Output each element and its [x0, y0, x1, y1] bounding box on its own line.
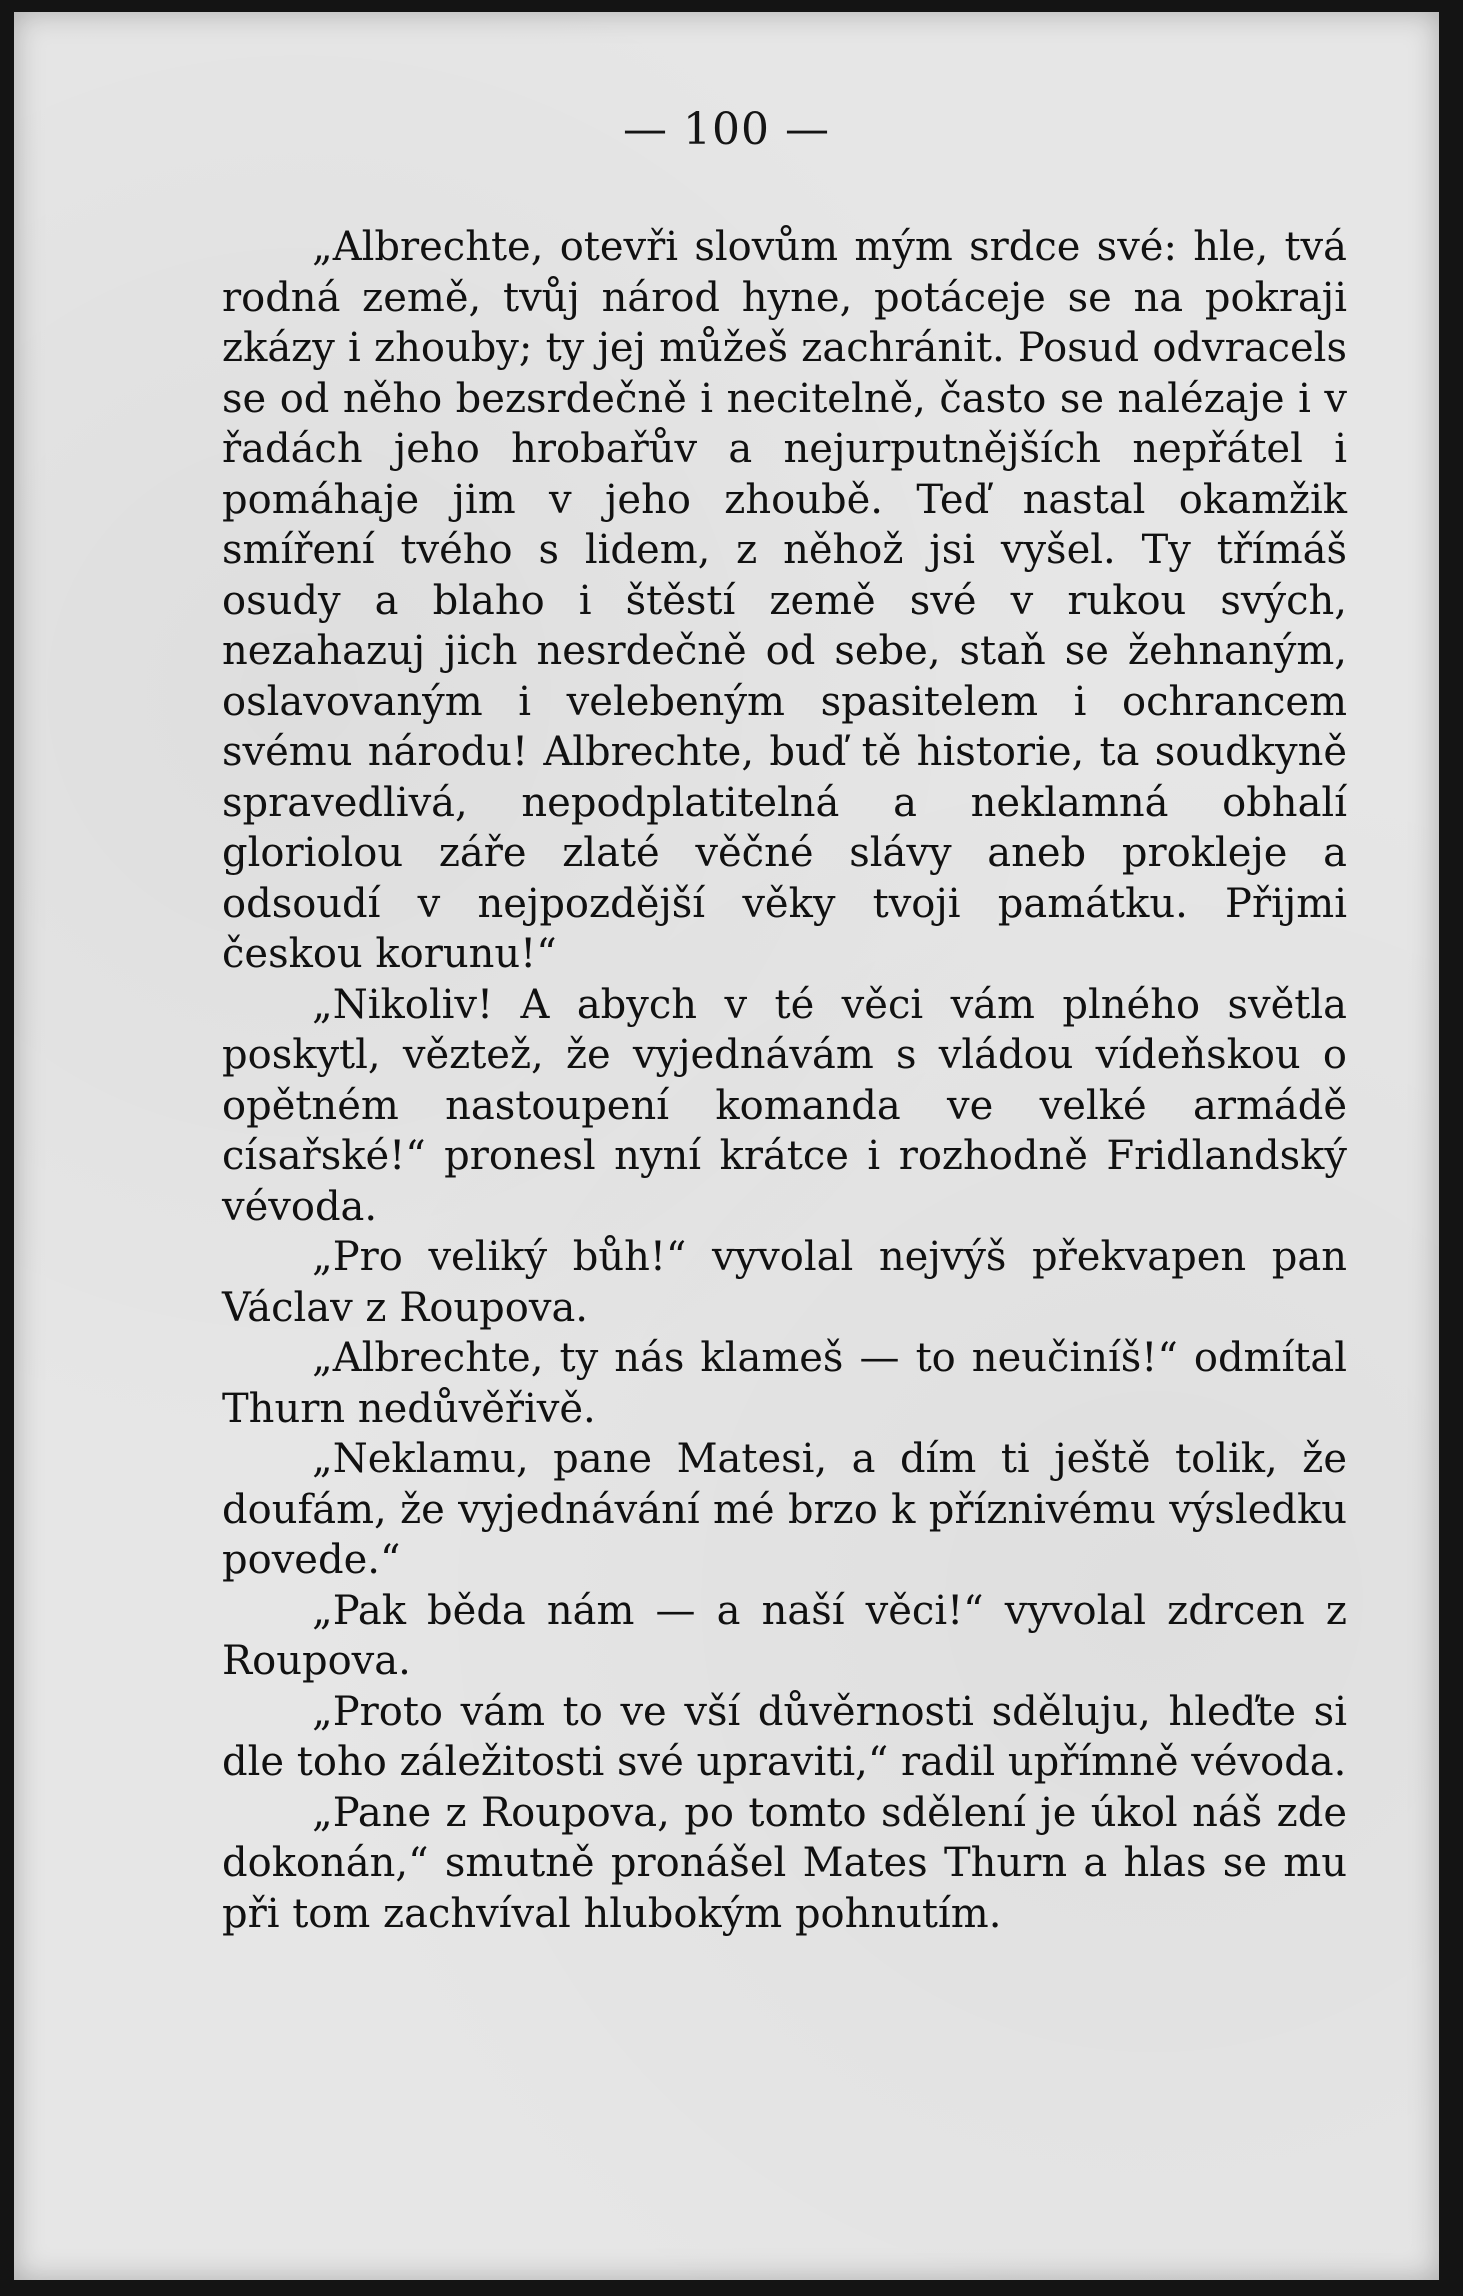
paragraph: „Proto vám to ve vší důvěrnosti sděluju, hleďte si dle toho záležitosti své upraviti,“ radil upřímně vévoda.: [222, 1688, 1347, 1785]
paragraph: „Pak běda nám — a naší věci!“ vyvolal zdrcen z Roupova.: [222, 1587, 1347, 1684]
paragraph: „Albrechte, otevři slovům mým srdce své: hle, tvá rodná země, tvůj národ hyne, potáceje se na pokraji zkázy i zhouby; ty jej můžeš zachránit. Posud odvracels se od něho bezsrdečně i necitelně, často se nalézaje i v řadách jeho hrobařův a nejurputnějších nepřátel i pomáhaje jim v jeho zhoubě. Teď nastal okamžik smíření tvého s lidem, z něhož jsi vyšel. Ty třímáš osudy a blaho i štěstí země své v rukou svých, nezahazuj jich nesrdečně od sebe, staň se žehnaným, oslavovaným i velebeným spasitelem i ochrancem svému národu! Albrechte, buď tě historie, ta soudkyně spravedlivá, nepodplatitelná a neklamná obhalí gloriolou záře zlaté věčné slávy aneb prokleje a odsoudí v nejpozdější věky tvoji památku. Přijmi českou korunu!“: [222, 224, 1347, 977]
page-number: — 100 —: [623, 104, 830, 155]
paragraph: „Pane z Roupova, po tomto sdělení je úkol náš zde dokonán,“ smutně pronášel Mates Thurn a hlas se mu při tom zachvíval hlubokým pohnutím.: [222, 1789, 1347, 1937]
paragraph: „Nikoliv! A abych v té věci vám plného světla poskytl, věztež, že vyjednávám s vládou vídeňskou o opětném nastoupení komanda ve velké armádě císařské!“ pronesl nyní krátce i rozhodně Fridlandský vévoda.: [222, 981, 1347, 1230]
paragraph: „Pro veliký bůh!“ vyvolal nejvýš překvapen pan Václav z Roupova.: [222, 1234, 1347, 1331]
book-page: [14, 12, 1439, 2280]
body-text: [222, 222, 1347, 1939]
paragraph: „Neklamu, pane Matesi, a dím ti ještě tolik, že doufám, že vyjednávání mé brzo k příznivému výsledku povede.“: [222, 1436, 1347, 1583]
paragraph: „Albrechte, ty nás klameš — to neučiníš!“ odmítal Thurn nedůvěřivě.: [222, 1335, 1347, 1432]
